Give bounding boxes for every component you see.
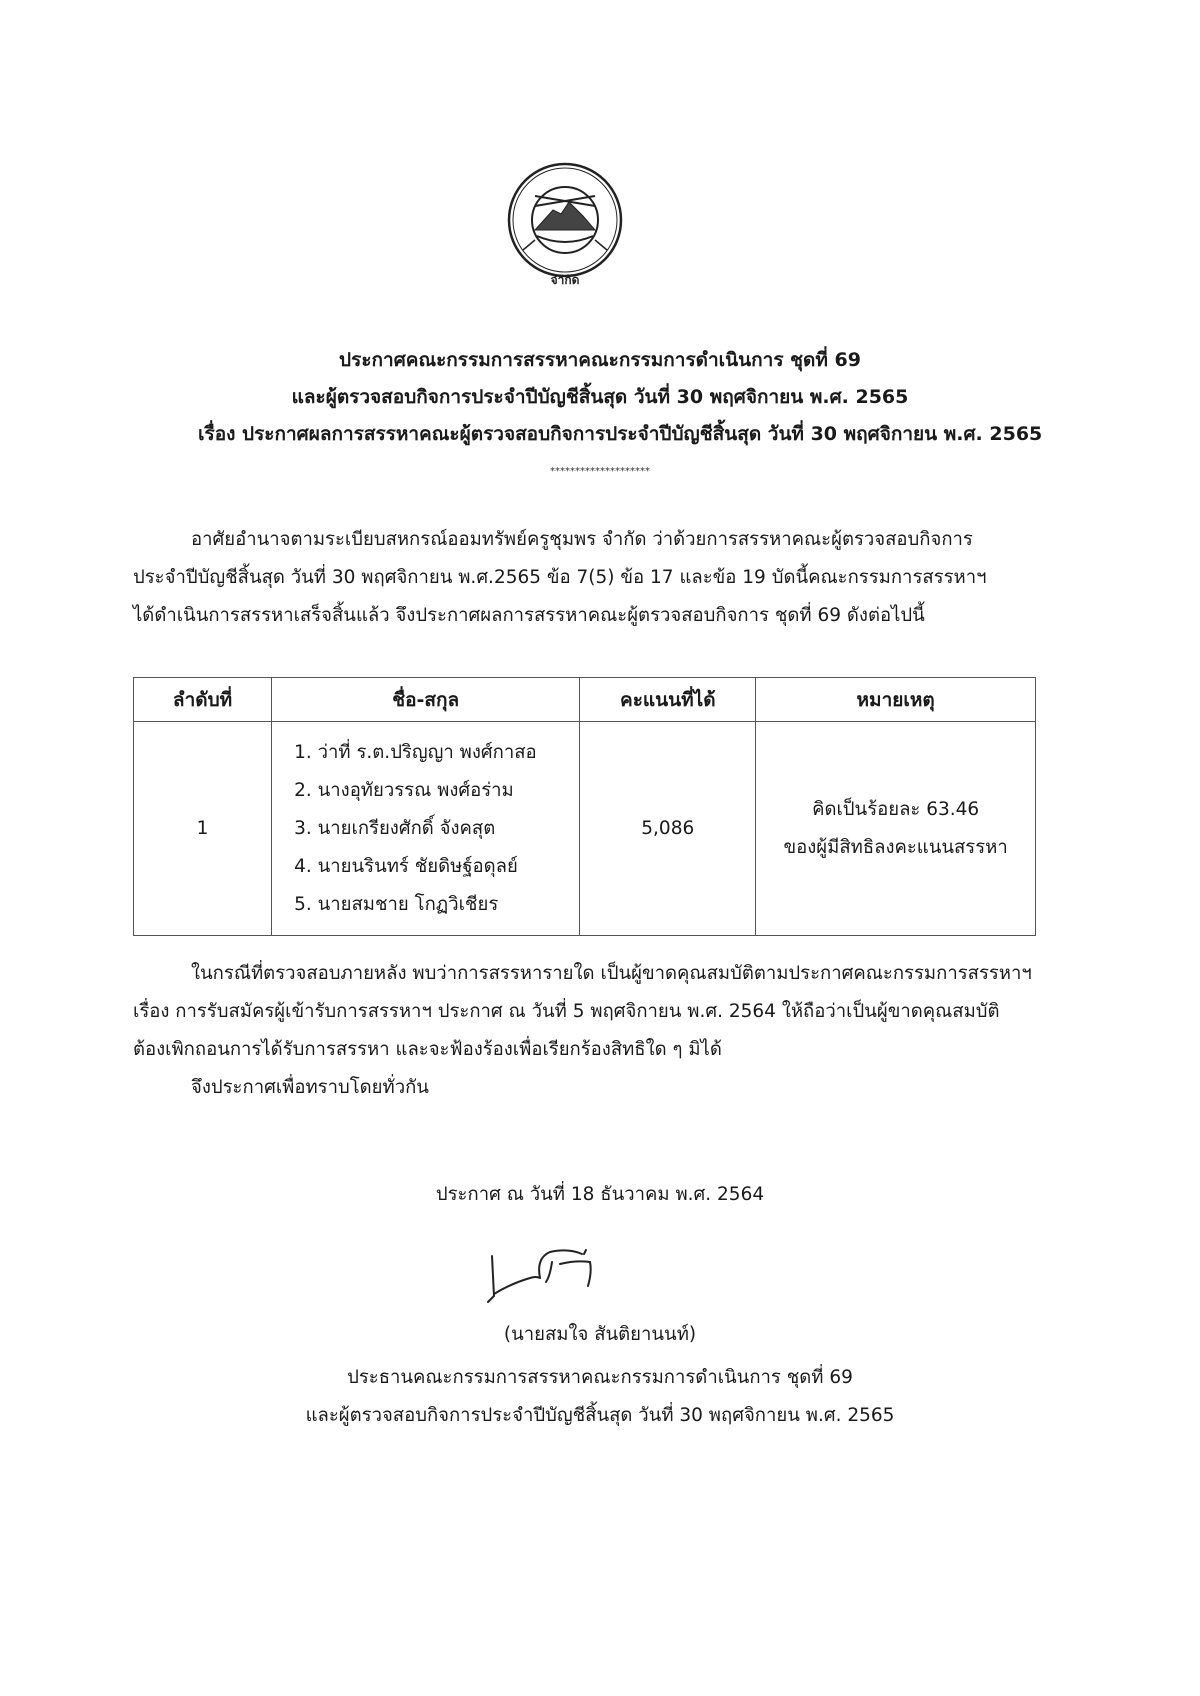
title-subject: เรื่อง ประกาศผลการสรรหาคณะผู้ตรวจสอบกิจการประจำปีบัญชีสิ้นสุด วันที่ 30 พฤศจิกายน พ.ศ. 2565 <box>198 423 1043 445</box>
header-score: คะแนนที่ได้ <box>580 678 756 722</box>
announcement-date: ประกาศ ณ วันที่ 18 ธันวาคม พ.ศ. 2564 <box>435 1184 765 1205</box>
announcement-title <box>0 342 1200 453</box>
name-item: 5. นายสมชาย โกฏวิเชียร <box>294 893 499 915</box>
signer-position-line-1: ประธานคณะกรรมการสรรหาคณะกรรมการดำเนินการ ชุดที่ 69 <box>347 1367 853 1388</box>
name-item: 3. นายเกรียงศักดิ์ จังคสุต <box>294 817 496 839</box>
signer-position-line-2: และผู้ตรวจสอบกิจการประจำปีบัญชีสิ้นสุด วันที่ 30 พฤศจิกายน พ.ศ. 2565 <box>305 1405 895 1426</box>
title-line-2: และผู้ตรวจสอบกิจการประจำปีบัญชีสิ้นสุด วันที่ 30 พฤศจิกายน พ.ศ. 2565 <box>291 386 909 408</box>
closing-paragraph <box>133 1069 1041 1107</box>
name-item: 2. นางอุทัยวรรณ พงศ์อร่าม <box>294 779 514 801</box>
name-item: 1. ว่าที่ ร.ต.ปริญญา พงศ์กาสอ <box>294 741 537 763</box>
condition-paragraph <box>133 955 1041 1069</box>
cell-order: 1 <box>134 722 272 936</box>
table-header-row <box>134 678 1036 722</box>
cooperative-seal-logo <box>505 158 625 288</box>
seal-bottom-text: จำกัด <box>550 273 580 287</box>
results-table <box>133 677 1036 936</box>
intro-paragraph <box>133 521 1041 635</box>
cell-remark <box>756 722 1036 936</box>
remark-line-2: ของผู้มีสิทธิลงคะแนนสรรหา <box>783 836 1008 858</box>
remark-line-1: คิดเป็นร้อยละ 63.46 <box>812 798 980 820</box>
header-name: ชื่อ-สกุล <box>272 678 580 722</box>
intro-line-2: ประจำปีบัญชีสิ้นสุด วันที่ 30 พฤศจิกายน พ.ศ.2565 ข้อ 7(5) ข้อ 17 และข้อ 19 บัดนี้คณะกรรมการสรรหาฯ <box>133 567 987 588</box>
header-order: ลำดับที่ <box>134 678 272 722</box>
header-remark: หมายเหตุ <box>756 678 1036 722</box>
cell-names <box>272 722 580 936</box>
name-item: 4. นายนรินทร์ ชัยดิษฐ์อดุลย์ <box>294 855 518 877</box>
signer-name: (นายสมใจ สันติยานนท์) <box>503 1324 697 1345</box>
intro-line-3: ได้ดำเนินการสรรหาเสร็จสิ้นแล้ว จึงประกาศผลการสรรหาคณะผู้ตรวจสอบกิจการ ชุดที่ 69 ดังต่อไปนี้ <box>133 605 925 626</box>
closing-line: จึงประกาศเพื่อทราบโดยทั่วกัน <box>191 1077 429 1098</box>
cell-score: 5,086 <box>580 722 756 936</box>
signature-image <box>480 1238 620 1308</box>
condition-line-1: ในกรณีที่ตรวจสอบภายหลัง พบว่าการสรรหารายใด เป็นผู้ขาดคุณสมบัติตามประกาศคณะกรรมการสรรหาฯ <box>191 963 1032 984</box>
title-line-1: ประกาศคณะกรรมการสรรหาคณะกรรมการดำเนินการ ชุดที่ 69 <box>339 349 861 371</box>
intro-line-1: อาศัยอำนาจตามระเบียบสหกรณ์ออมทรัพย์ครูชุมพร จำกัด ว่าด้วยการสรรหาคณะผู้ตรวจสอบกิจการ <box>191 529 973 550</box>
table-row <box>134 722 1036 936</box>
condition-line-3: ต้องเพิกถอนการได้รับการสรรหา และจะฟ้องร้องเพื่อเรียกร้องสิทธิใด ๆ มิได้ <box>133 1039 722 1060</box>
condition-line-2: เรื่อง การรับสมัครผู้เข้ารับการสรรหาฯ ประกาศ ณ วันที่ 5 พฤศจิกายน พ.ศ. 2564 ให้ถือว่าเป็นผู้ขาดคุณสมบัติ <box>133 1001 1000 1022</box>
title-separator: ******************** <box>550 466 650 477</box>
